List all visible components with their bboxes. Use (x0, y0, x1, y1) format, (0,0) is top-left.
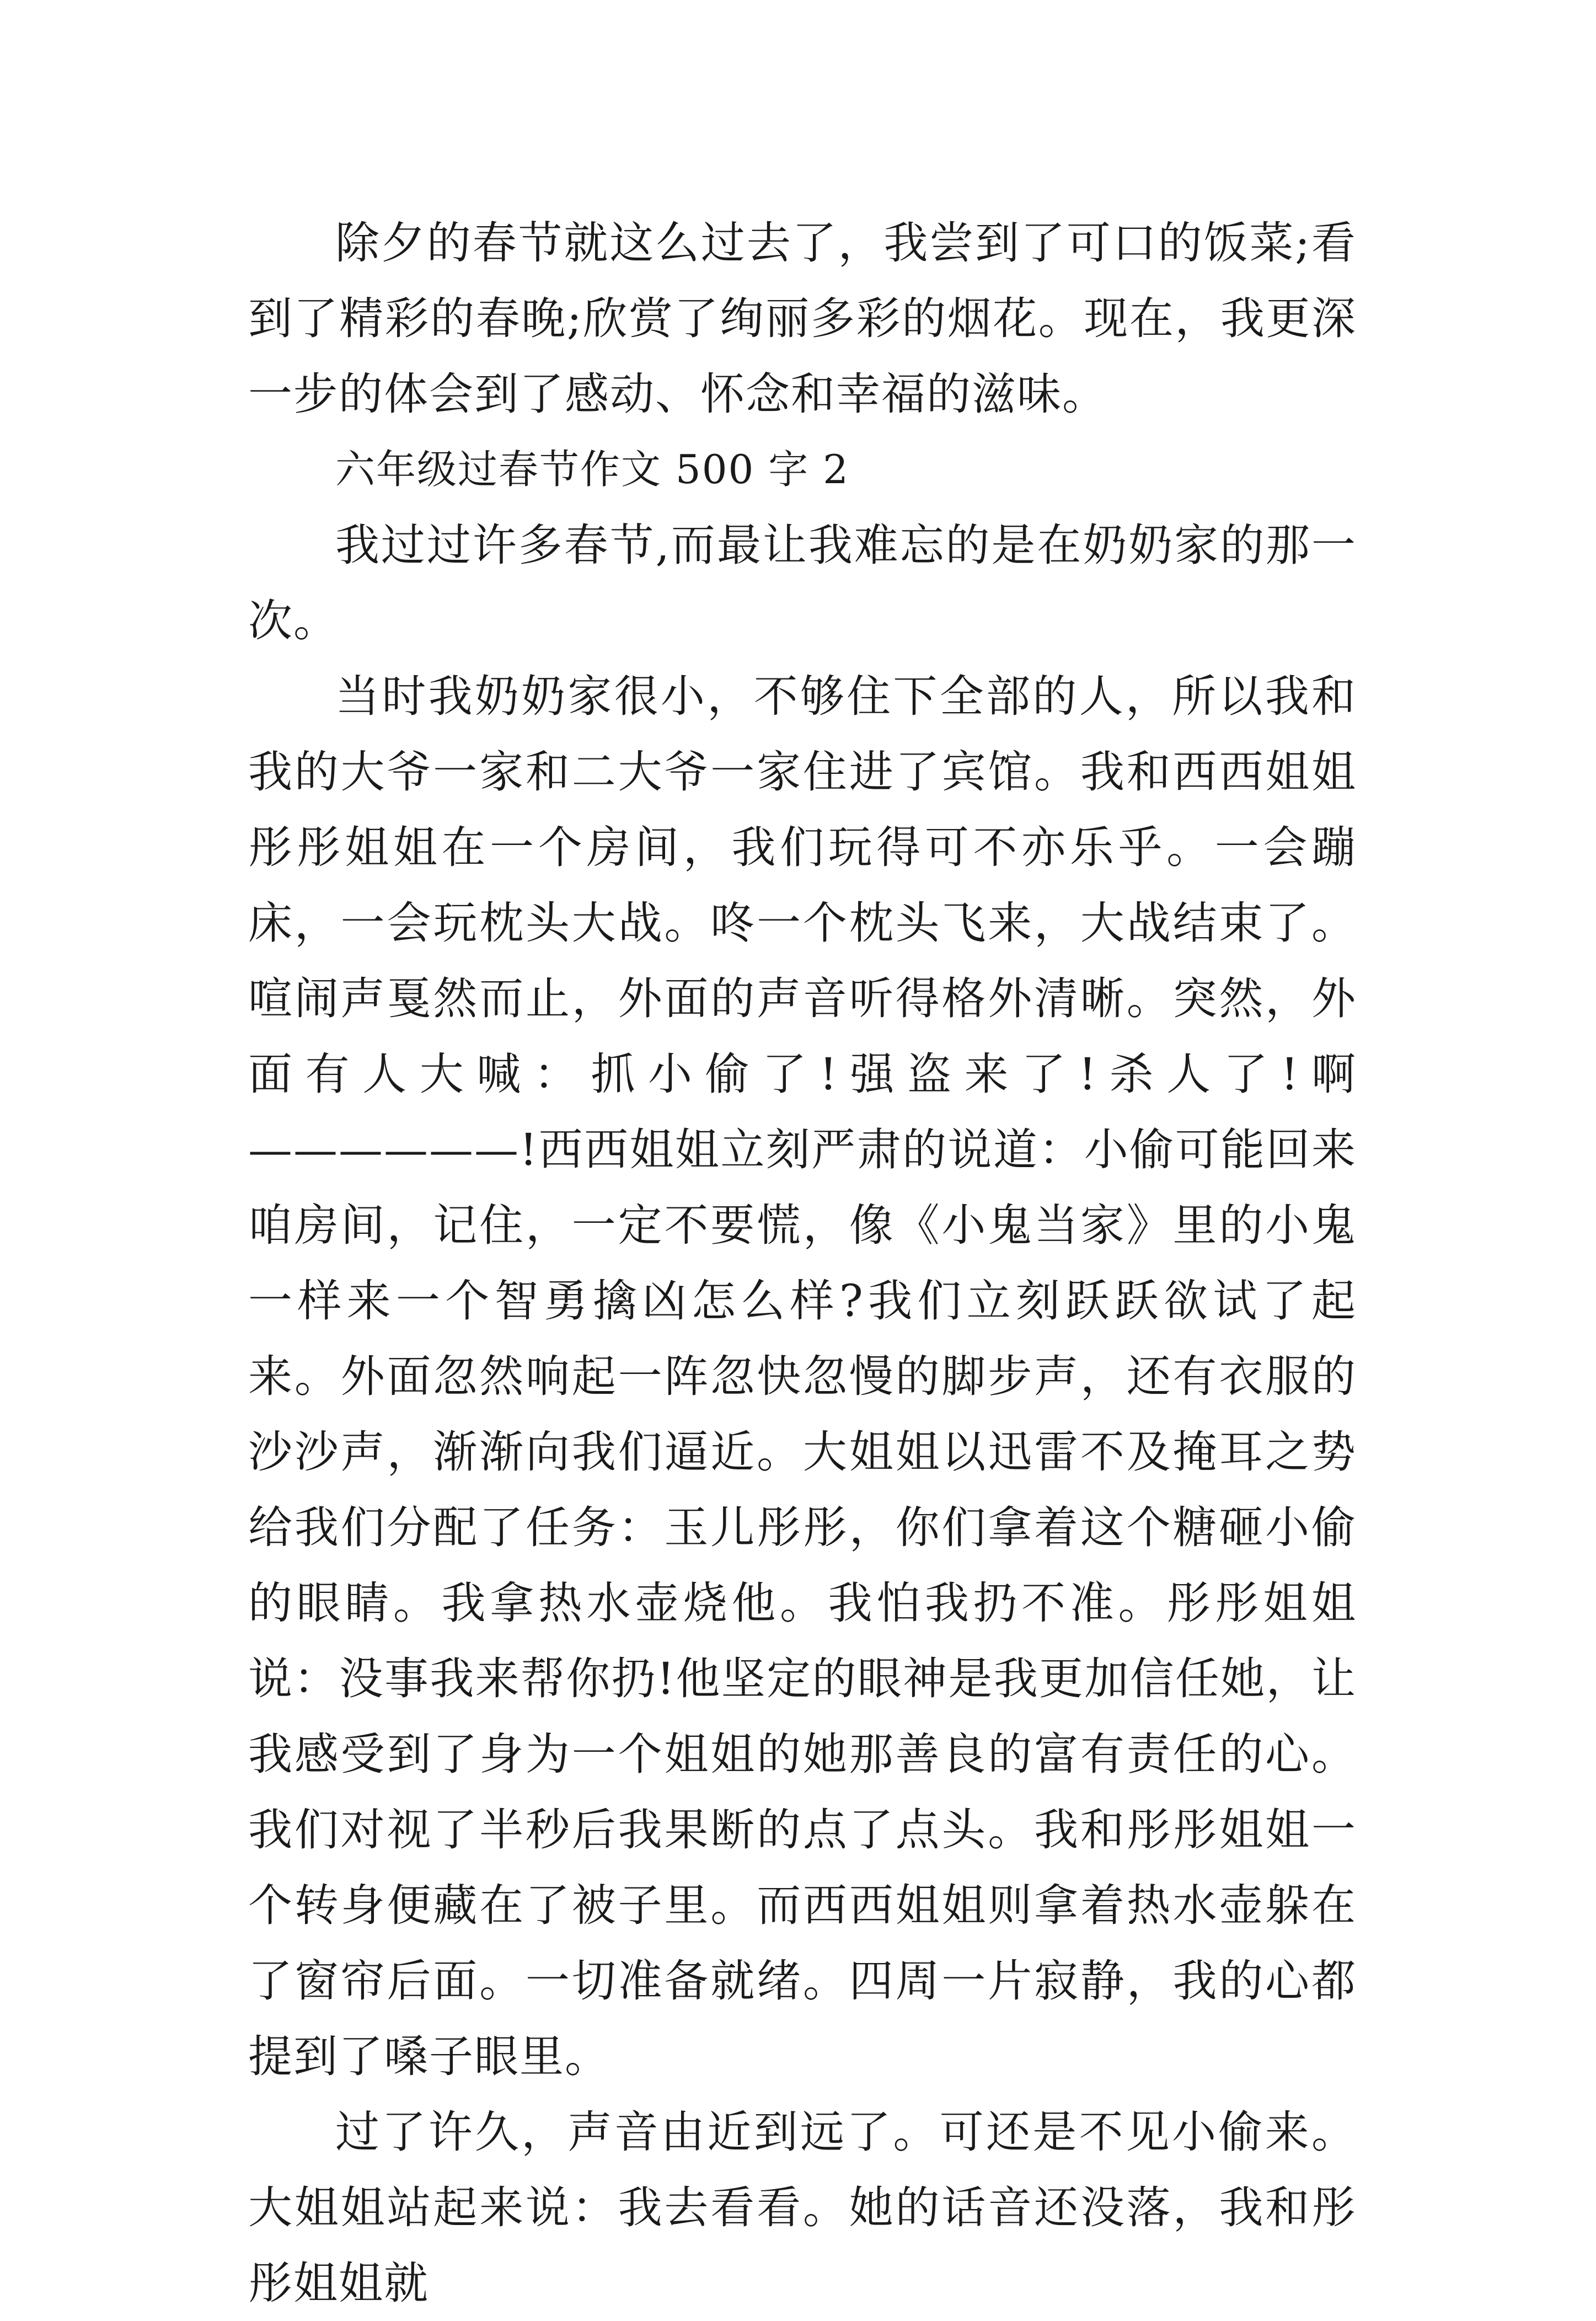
paragraph-aftermath: 过了许久，声音由近到远了。可还是不见小偷来。大姐姐站起来说：我去看看。她的话音还没落，我和彤彤姐姐就 (248, 2106, 1357, 2309)
paragraph-hotel-story: 当时我奶奶家很小，不够住下全部的人，所以我和我的大爷一家和二大爷一家住进了宾馆。我和西西姐姐彤彤姐姐在一个房间，我们玩得可不亦乐乎。一会蹦床，一会玩枕头大战。咚一个枕头飞来，大战结束了。喧闹声戛然而止，外面的声音听得格外清晰。突然，外面有人大喊：抓小偷了!强盗来了!杀人了!啊 ——————!西西姐姐立刻严肃的说道：小偷可能回来咱房间，记住，一定不要慌，像《小鬼当家》里的小鬼一样来一个智勇擒凶怎么样?我们立刻跃跃欲试了起来。外面忽然响起一阵忽快忽慢的脚步声，还有衣服的沙沙声，渐渐向我们逼近。大姐姐以迅雷不及掩耳之势给我们分配了任务：玉儿彤彤，你们拿着这个糖砸小偷的眼睛。我拿热水壶烧他。我怕我扔不准。彤彤姐姐说：没事我来帮你扔!他坚定的眼神是我更加信任她，让我感受到了身为一个姐姐的她那善良的富有责任的心。我们对视了半秒后我果断的点了点头。我和彤彤姐姐一个转身便藏在了被子里。而西西姐姐则拿着热水壶躲在了窗帘后面。一切准备就绪。四周一片寂静，我的心都提到了嗓子眼里。 (248, 671, 1357, 2082)
paragraph-intro: 我过过许多春节,而最让我难忘的是在奶奶家的那一次。 (248, 520, 1357, 646)
essay-title: 六年级过春节作文 500 字 2 (335, 446, 849, 493)
paragraph-new-year-eve-summary: 除夕的春节就这么过去了，我尝到了可口的饭菜;看到了精彩的春晚;欣赏了绚丽多彩的烟花。现在，我更深一步的体会到了感动、怀念和幸福的滋味。 (248, 217, 1357, 420)
document-body (248, 205, 1357, 2321)
